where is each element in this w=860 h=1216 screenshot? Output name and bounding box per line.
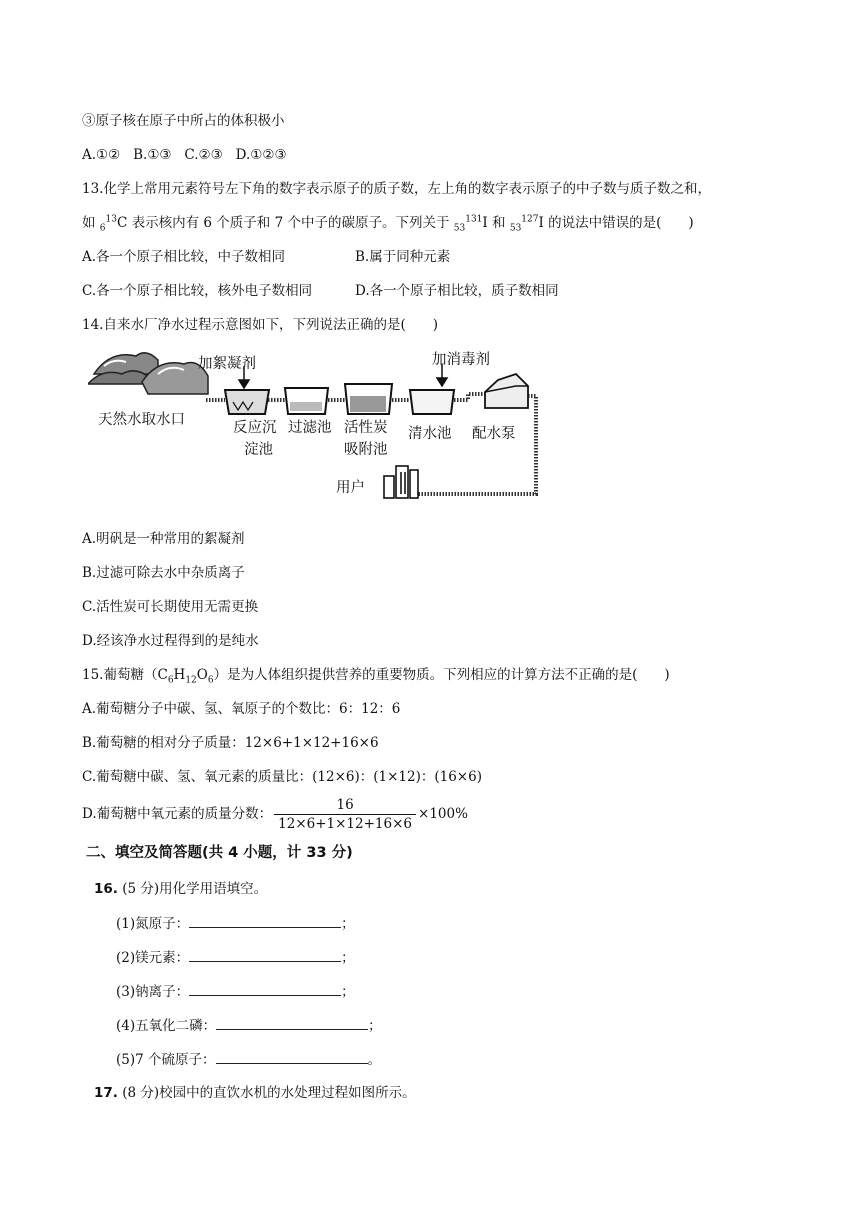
clear-water-tank	[410, 390, 454, 414]
q12-options: A.①② B.①③ C.②③ D.①②③	[82, 147, 287, 163]
q13-stem-line1: 13.化学上常用元素符号左下角的数字表示原子的质子数，左上角的数字表示原子的中子数与质子数之和，	[82, 181, 711, 197]
q14-option-c: C.活性炭可长期使用无需更换	[82, 599, 259, 615]
label-add-disinfectant: 加消毒剂	[432, 352, 490, 368]
q16-blank-1[interactable]	[189, 914, 341, 928]
q14-option-a: A.明矾是一种常用的絮凝剂	[82, 531, 245, 547]
q16-item-2: (2)镁元素： ；	[116, 950, 355, 966]
q15-stem: 15.葡萄糖$(C_6H_{12}O_6)$是为人体组织提供营养的重要物质。下列相应的计算方法不正确的是( )	[82, 667, 670, 686]
label-carbon-1: 活性炭	[344, 420, 388, 436]
q14-stem: 14.自来水厂净水过程示意图如下，下列说法正确的是( )	[82, 317, 439, 333]
label-reaction-1: 反应沉	[233, 420, 277, 436]
label-carbon-2: 吸附池	[344, 442, 388, 458]
label-clear-water: 清水池	[408, 426, 452, 442]
q13-option-c: C.各一个原子相比较，核外电子数相同	[82, 283, 313, 299]
pump-house	[485, 374, 528, 408]
q16-item-3: (3)钠离子： ；	[116, 984, 355, 1000]
label-pump: 配水泵	[472, 426, 516, 442]
water-treatment-diagram	[88, 344, 540, 506]
q13-option-d: D.各一个原子相比较，质子数相同	[355, 283, 559, 299]
q15-option-b: B.葡萄糖的相对分子质量：12×6+1×12+16×6	[82, 735, 379, 751]
q12-statement-3: ③原子核在原子中所占的体积极小	[82, 113, 285, 129]
q16-stem: 16. (5 分)用化学用语填空。	[94, 881, 268, 897]
q13-stem-line2: 如 $_6^{13}$C 表示核内有 6 个质子和 7 个中子的碳原子。下列关于 $_{53}^{131}$I 和 $_{53}^{127}$I 的说法中错误的是( )	[82, 214, 694, 234]
intake-illustration	[88, 353, 208, 394]
q14-option-b: B.过滤可除去水中杂质离子	[82, 565, 245, 581]
q16-item-4: (4)五氧化二磷： ；	[116, 1018, 382, 1034]
q16-blank-4[interactable]	[216, 1016, 368, 1030]
q14-option-d: D.经该净水过程得到的是纯水	[82, 633, 259, 649]
label-add-coagulant: 加絮凝剂	[198, 356, 256, 372]
oxygen-fraction: $\frac{16}{12\times 6+1\times 12+16\times 6}$	[274, 797, 416, 832]
label-user: 用户	[336, 480, 365, 496]
label-filter: 过滤池	[288, 420, 332, 436]
section-2-heading: 二、填空及简答题(共 4 小题，计 33 分)	[86, 845, 353, 861]
q15-option-a: A.葡萄糖分子中碳、氢、氧原子的个数比：6：12：6	[82, 701, 401, 717]
q16-blank-5[interactable]	[216, 1050, 368, 1064]
user-buildings	[384, 466, 418, 498]
label-intake: 天然水取水口	[98, 412, 185, 428]
q16-item-5: (5)7 个硫原子： 。	[116, 1052, 382, 1068]
sedimentation-tank	[225, 390, 269, 414]
q15-option-c: C.葡萄糖中碳、氢、氧元素的质量比：(12×6)：(1×12)：(16×6)	[82, 769, 482, 785]
q16-blank-3[interactable]	[189, 982, 341, 996]
filter-tank	[285, 388, 328, 414]
carbon-tank	[345, 384, 392, 414]
q16-item-1: (1)氮原子： ；	[116, 916, 355, 932]
q13-option-a: A.各一个原子相比较，中子数相同	[82, 249, 286, 265]
q17-stem: 17. (8 分)校园中的直饮水机的水处理过程如图所示。	[94, 1085, 416, 1101]
q16-blank-2[interactable]	[189, 948, 341, 962]
label-reaction-2: 淀池	[244, 442, 273, 458]
q13-option-b: B.属于同种元素	[355, 249, 451, 265]
q15-option-d: D.葡萄糖中氧元素的质量分数： $\frac{16}{12\times 6+1\times 12+16\times 6}$ ×100%	[82, 797, 468, 832]
